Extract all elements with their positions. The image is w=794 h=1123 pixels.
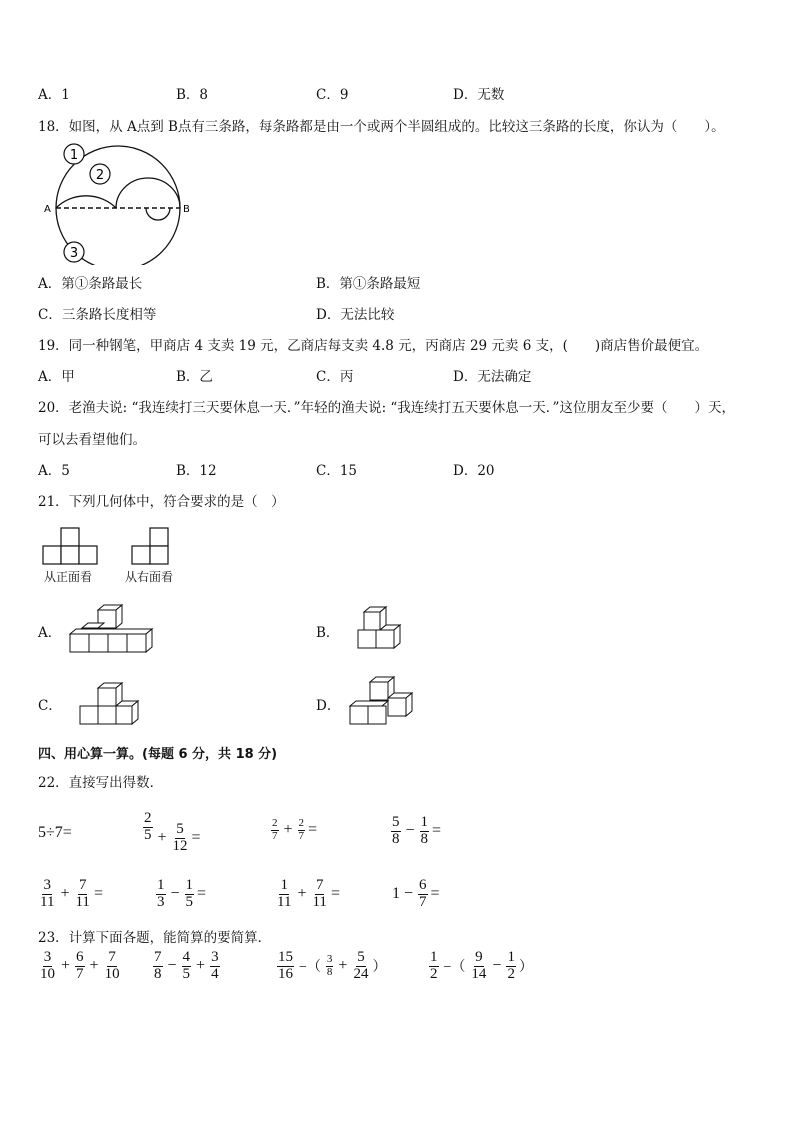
q20-option-b: B．12 bbox=[176, 463, 217, 479]
q21-option-d: D． bbox=[316, 698, 341, 714]
q23-expr-4: $\frac{1}{2}$ −（ $\frac{9}{14}$ − $\frac{1}{2}$ ） bbox=[430, 949, 533, 982]
right-view-figure bbox=[131, 527, 171, 565]
q18-option-d: D．无法比较 bbox=[316, 307, 395, 323]
q17-option-c: C．9 bbox=[316, 87, 349, 103]
q21-option-c: C． bbox=[38, 698, 62, 714]
q22-expr-1: 5÷7= bbox=[38, 824, 72, 841]
q19-option-d: D．无法确定 bbox=[453, 369, 532, 385]
point-a-label: A bbox=[44, 204, 51, 215]
q22-expr-5: $\frac{3}{11}$ + $\frac{7}{11}$ = bbox=[40, 877, 103, 910]
q17-option-d: D．无数 bbox=[453, 87, 505, 103]
right-view-caption: 从右面看 bbox=[125, 570, 174, 584]
q22-expr-7: $\frac{1}{11}$ + $\frac{7}{11}$ = bbox=[277, 877, 340, 910]
q18-semicircle-figure bbox=[38, 140, 198, 265]
point-b-label: B bbox=[183, 204, 190, 215]
option-a-solid-figure bbox=[68, 604, 156, 654]
q18-option-c: C．三条路长度相等 bbox=[38, 307, 157, 323]
q23-expr-1: $\frac{3}{10}$ + $\frac{6}{7}$ + $\frac{7}{10}$ bbox=[40, 949, 120, 982]
q22-expr-8: 1 − $\frac{6}{7}$ = bbox=[392, 877, 440, 910]
q20-option-d: D．20 bbox=[453, 463, 495, 479]
q22-expr-2: $\frac{2}{5}$ + $\frac{5}{12}$ = bbox=[144, 810, 201, 854]
option-b-solid-figure bbox=[354, 604, 404, 654]
q23-question: 23．计算下面各题，能简算的要简算． bbox=[38, 930, 272, 946]
path-2-label: 2 bbox=[95, 168, 105, 183]
q22-expr-3: $\frac{2}{7}$ + $\frac{2}{7}$ = bbox=[272, 817, 318, 842]
q19-option-c: C．丙 bbox=[316, 369, 354, 385]
option-c-solid-figure bbox=[78, 682, 142, 726]
q20-question-line1: 20．老渔夫说: “我连续打三天要休息一天．”年轻的渔夫说: “我连续打五天要休息一天．”这位朋友至少要（ ）天， bbox=[38, 400, 735, 416]
q21-option-a: A． bbox=[38, 625, 62, 641]
q18-option-b: B．第①条路最短 bbox=[316, 276, 421, 292]
q20-question-line2: 可以去看望他们。 bbox=[38, 432, 146, 448]
path-3-label: 3 bbox=[69, 246, 79, 261]
q17-option-a: A．1 bbox=[38, 87, 70, 103]
section-4-heading: 四、用心算一算。(每题 6 分，共 18 分) bbox=[38, 747, 278, 762]
q23-expr-3: $\frac{15}{16}$ −（ $\frac{3}{8}$ + $\frac{5}{24}$ ） bbox=[278, 949, 387, 982]
q22-question: 22．直接写出得数． bbox=[38, 775, 164, 791]
path-1-label: 1 bbox=[69, 148, 79, 163]
q21-question: 21．下列几何体中，符合要求的是（ ） bbox=[38, 494, 285, 510]
q20-option-a: A．5 bbox=[38, 463, 70, 479]
q17-option-b: B．8 bbox=[176, 87, 209, 103]
front-view-caption: 从正面看 bbox=[44, 570, 93, 584]
q19-option-a: A．甲 bbox=[38, 369, 75, 385]
q19-option-b: B．乙 bbox=[176, 369, 213, 385]
front-view-figure bbox=[42, 527, 100, 565]
q22-expr-6: $\frac{1}{3}$ − $\frac{1}{5}$ = bbox=[157, 877, 207, 910]
q22-expr-4: $\frac{5}{8}$ − $\frac{1}{8}$ = bbox=[392, 814, 442, 847]
q23-expr-2: $\frac{7}{8}$ − $\frac{4}{5}$ + $\frac{3}{4}$ bbox=[154, 949, 219, 982]
q19-question: 19．同一种钢笔，甲商店 4 支卖 19 元，乙商店每支卖 4.8 元，丙商店 29 元卖 6 支，( )商店售价最便宜。 bbox=[38, 338, 709, 354]
q20-option-c: C．15 bbox=[316, 463, 358, 479]
q18-option-a: A．第①条路最长 bbox=[38, 276, 143, 292]
q18-question: 18．如图，从 A点到 B点有三条路，每条路都是由一个或两个半圆组成的。比较这三条路的长度，你认为（ ）。 bbox=[38, 119, 725, 135]
option-d-solid-figure bbox=[346, 676, 416, 726]
q21-option-b: B． bbox=[316, 625, 340, 641]
